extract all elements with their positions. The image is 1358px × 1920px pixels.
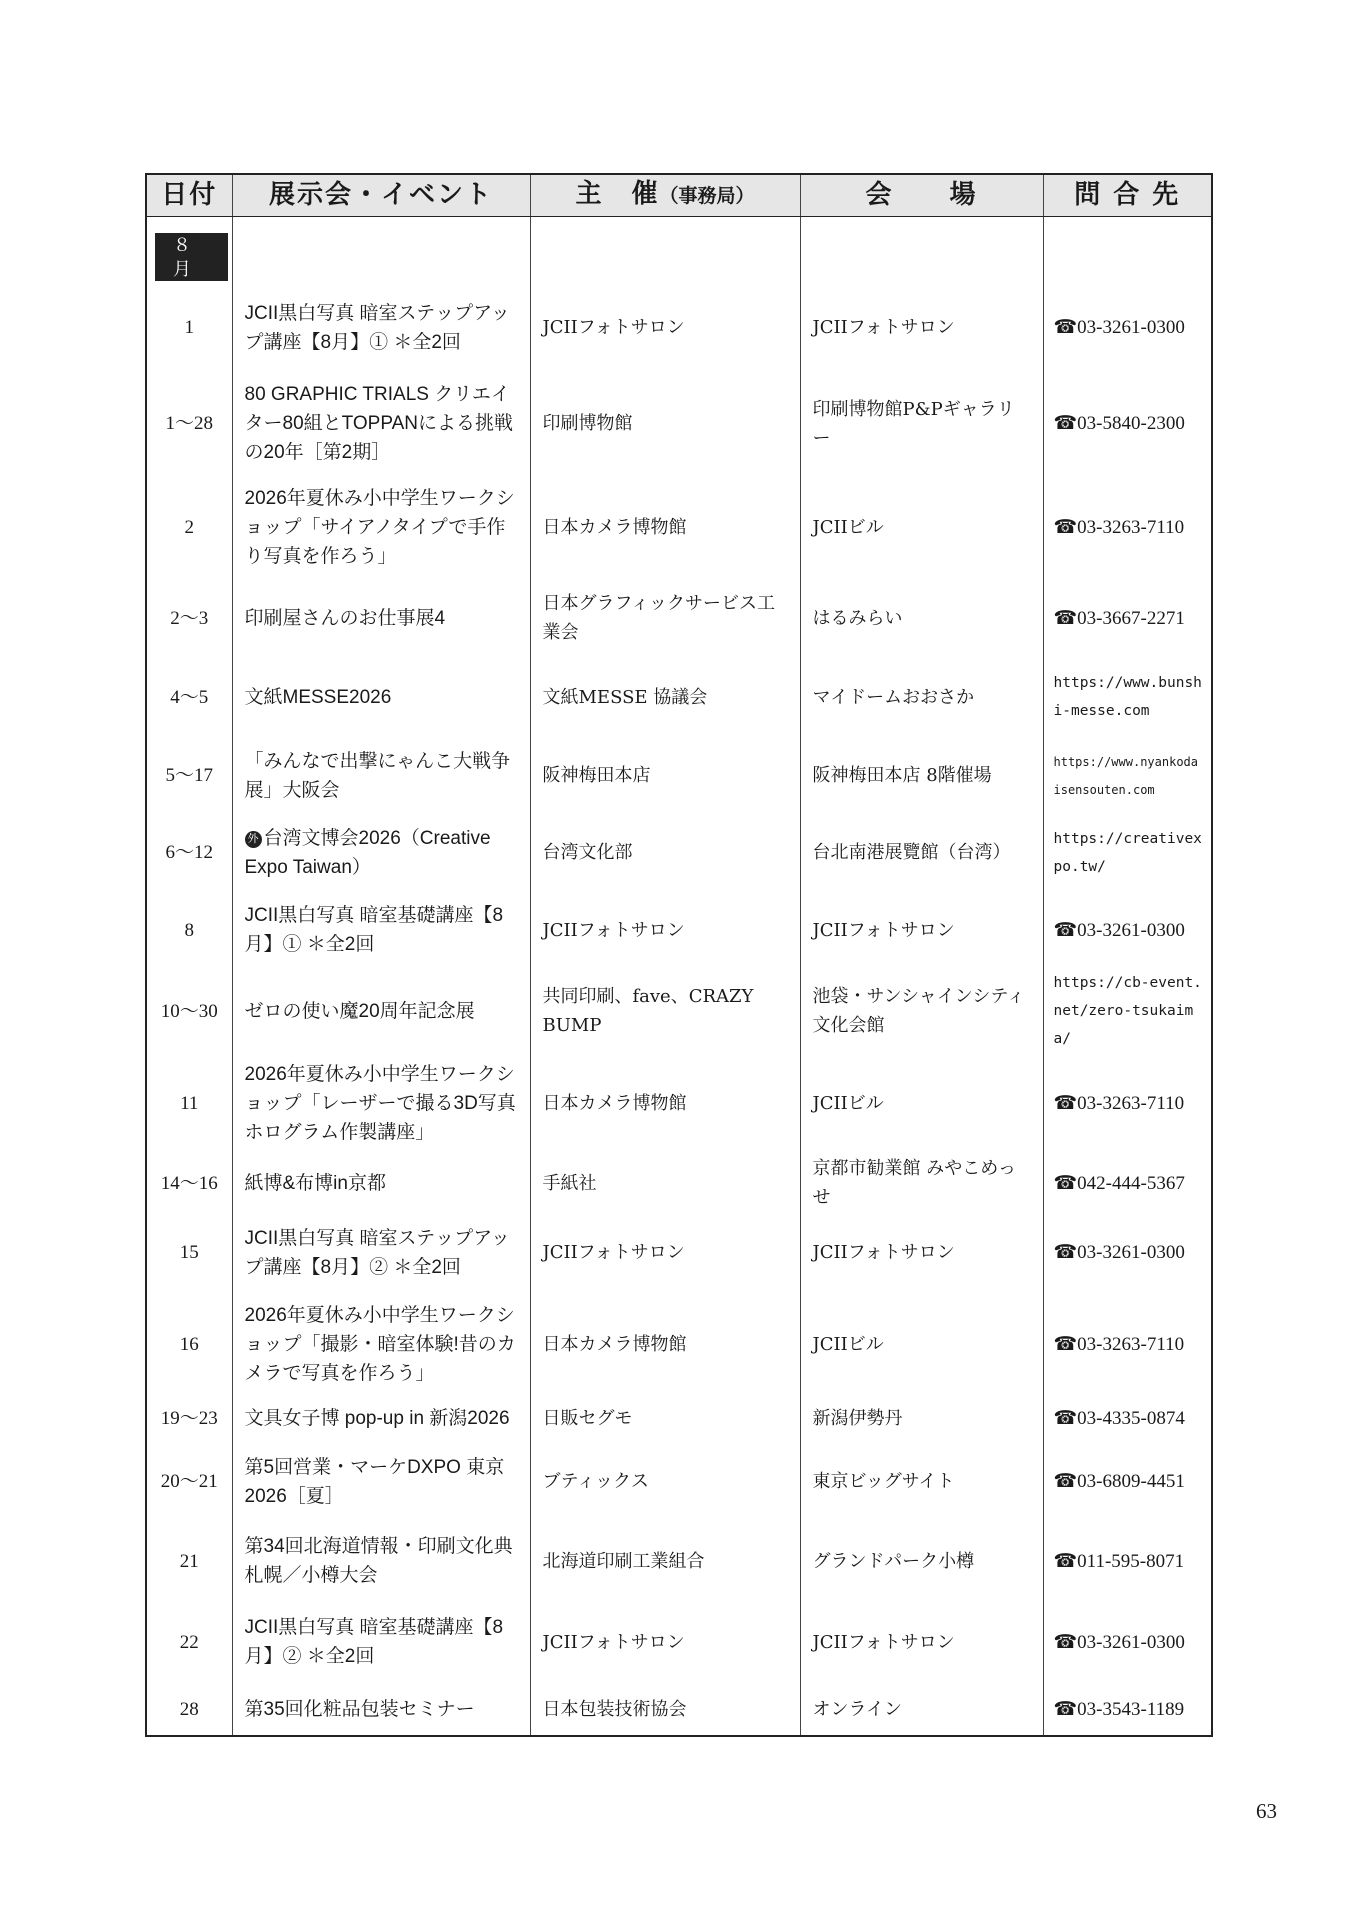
venue-cell: 阪神梅田本店 8階催場: [800, 737, 1043, 814]
organizer-cell: 北海道印刷工業組合: [530, 1521, 800, 1601]
header-row: [146, 174, 1212, 217]
event-cell: [232, 737, 530, 814]
date-cell: 11: [146, 1053, 232, 1154]
contact-phone: ☎03-3263-7110: [1043, 1053, 1212, 1154]
date-cell: 2: [146, 476, 232, 579]
date-cell: 4～5: [146, 657, 232, 737]
date-cell: 28: [146, 1683, 232, 1736]
table-row: [146, 814, 1212, 891]
event-name: 第34回北海道情報・印刷文化典 札幌／小樽大会: [244, 1536, 513, 1586]
table-row: [146, 1293, 1212, 1395]
header-venue: 会 場: [800, 174, 1043, 217]
venue-cell: JCIIフォトサロン: [800, 891, 1043, 969]
month-empty-cell: [232, 217, 530, 285]
header-date: 日付: [146, 174, 232, 217]
event-cell: [232, 1395, 530, 1442]
organizer-cell: 日販セグモ: [530, 1395, 800, 1442]
organizer-cell: 日本カメラ博物館: [530, 1293, 800, 1395]
organizer-cell: JCIIフォトサロン: [530, 891, 800, 969]
table-row: [146, 969, 1212, 1053]
event-cell: [232, 657, 530, 737]
venue-cell: 池袋・サンシャインシティ文化会館: [800, 969, 1043, 1053]
venue-cell: マイドームおおさか: [800, 657, 1043, 737]
event-schedule-table: [145, 173, 1213, 1737]
event-name: 文紙MESSE2026: [244, 686, 392, 708]
organizer-cell: JCIIフォトサロン: [530, 1601, 800, 1683]
contact-phone: ☎03-3261-0300: [1043, 891, 1212, 969]
contact-url: https://www.nyankodaisensouten.com: [1043, 737, 1212, 814]
contact-phone: ☎03-3261-0300: [1043, 1212, 1212, 1293]
date-cell: 1: [146, 284, 232, 371]
event-cell: [232, 1521, 530, 1601]
contact-phone: ☎03-3667-2271: [1043, 579, 1212, 657]
organizer-cell: 共同印刷、fave、CRAZY BUMP: [530, 969, 800, 1053]
date-cell: 10～30: [146, 969, 232, 1053]
month-empty-cell: [800, 217, 1043, 285]
venue-cell: 京都市勧業館 みやこめっせ: [800, 1154, 1043, 1212]
event-name: 2026年夏休み小中学生ワークショップ「撮影・暗室体験!昔のカメラで写真を作ろう」: [244, 1304, 516, 1384]
event-cell: [232, 1683, 530, 1736]
table-row: [146, 371, 1212, 476]
organizer-cell: 阪神梅田本店: [530, 737, 800, 814]
event-name: JCII黒白写真 暗室基礎講座【8月】② ＊全2回: [244, 1617, 504, 1667]
date-cell: 22: [146, 1601, 232, 1683]
month-empty-cell: [1043, 217, 1212, 285]
event-name: 80 GRAPHIC TRIALS クリエイター80組とTOPPANによる挑戦の20年［第2期］: [244, 384, 514, 463]
event-name: 第5回営業・マーケDXPO 東京2026［夏］: [244, 1456, 505, 1507]
date-cell: 2～3: [146, 579, 232, 657]
header-organizer-label: 主 催: [575, 179, 660, 209]
event-cell: [232, 579, 530, 657]
table-row: [146, 1212, 1212, 1293]
venue-cell: 東京ビッグサイト: [800, 1442, 1043, 1521]
organizer-cell: 日本カメラ博物館: [530, 476, 800, 579]
date-cell: 14～16: [146, 1154, 232, 1212]
event-name: 印刷屋さんのお仕事展4: [244, 607, 446, 629]
event-cell: [232, 1053, 530, 1154]
event-name: 2026年夏休み小中学生ワークショップ「レーザーで撮る3D写真 ホログラム作製講座」: [244, 1064, 516, 1143]
event-name: 台湾文博会2026（Creative Expo Taiwan）: [244, 827, 491, 878]
date-cell: 8: [146, 891, 232, 969]
organizer-cell: 台湾文化部: [530, 814, 800, 891]
event-name: JCII黒白写真 暗室基礎講座【8月】① ＊全2回: [244, 905, 504, 955]
table-row: [146, 1601, 1212, 1683]
event-name: 文具女子博 pop-up in 新潟2026: [244, 1408, 510, 1429]
event-name: 「みんなで出撃にゃんこ大戦争展」大阪会: [244, 750, 511, 801]
contact-phone: ☎03-5840-2300: [1043, 371, 1212, 476]
organizer-cell: ブティックス: [530, 1442, 800, 1521]
event-cell: [232, 1442, 530, 1521]
contact-phone: ☎042-444-5367: [1043, 1154, 1212, 1212]
venue-cell: 印刷博物館P&Pギャラリー: [800, 371, 1043, 476]
venue-cell: JCIIビル: [800, 476, 1043, 579]
table-row: [146, 284, 1212, 371]
table-row: [146, 657, 1212, 737]
event-cell: [232, 891, 530, 969]
table-row: [146, 1053, 1212, 1154]
contact-phone: ☎03-3261-0300: [1043, 284, 1212, 371]
event-name: 第35回化粧品包装セミナー: [244, 1698, 475, 1720]
contact-phone: ☎03-3261-0300: [1043, 1601, 1212, 1683]
contact-url: https://cb-event.net/zero-tsukaima/: [1043, 969, 1212, 1053]
venue-cell: JCIIフォトサロン: [800, 284, 1043, 371]
event-cell: [232, 969, 530, 1053]
event-name: JCII黒白写真 暗室ステップアップ講座【8月】① ＊全2回: [244, 302, 510, 353]
event-cell: [232, 476, 530, 579]
contact-phone: ☎03-4335-0874: [1043, 1395, 1212, 1442]
venue-cell: JCIIフォトサロン: [800, 1601, 1043, 1683]
header-organizer-sub: （事務局）: [659, 185, 755, 207]
date-cell: 6～12: [146, 814, 232, 891]
venue-cell: 台北南港展覽館（台湾）: [800, 814, 1043, 891]
header-event: 展示会・イベント: [232, 174, 530, 217]
organizer-cell: 手紙社: [530, 1154, 800, 1212]
event-name: ゼロの使い魔20周年記念展: [244, 1000, 475, 1022]
date-cell: 21: [146, 1521, 232, 1601]
event-name: 紙博&布博in京都: [244, 1172, 386, 1194]
venue-cell: はるみらい: [800, 579, 1043, 657]
month-badge: ８月: [155, 233, 228, 281]
event-cell: [232, 371, 530, 476]
table-row: [146, 1683, 1212, 1736]
organizer-cell: JCIIフォトサロン: [530, 1212, 800, 1293]
organizer-cell: 日本グラフィックサービス工業会: [530, 579, 800, 657]
header-organizer: [530, 174, 800, 217]
venue-cell: オンライン: [800, 1683, 1043, 1736]
table-row: [146, 476, 1212, 579]
event-name: JCII黒白写真 暗室ステップアップ講座【8月】② ＊全2回: [244, 1227, 510, 1278]
event-cell: [232, 814, 530, 891]
table-row: [146, 1154, 1212, 1212]
venue-cell: グランドパーク小樽: [800, 1521, 1043, 1601]
date-cell: 19～23: [146, 1395, 232, 1442]
contact-phone: ☎03-3263-7110: [1043, 1293, 1212, 1395]
date-cell: 1～28: [146, 371, 232, 476]
event-cell: [232, 1212, 530, 1293]
venue-cell: 新潟伊勢丹: [800, 1395, 1043, 1442]
header-contact: 問 合 先: [1043, 174, 1212, 217]
organizer-cell: 文紙MESSE 協議会: [530, 657, 800, 737]
event-cell: [232, 1293, 530, 1395]
overseas-mark-icon: 外: [245, 831, 262, 848]
date-cell: 16: [146, 1293, 232, 1395]
event-cell: [232, 1154, 530, 1212]
date-cell: 20～21: [146, 1442, 232, 1521]
table-row: [146, 579, 1212, 657]
table-row: [146, 1395, 1212, 1442]
contact-url: https://creativexpo.tw/: [1043, 814, 1212, 891]
event-cell: [232, 284, 530, 371]
event-name: 2026年夏休み小中学生ワークショップ「サイアノタイプで手作り写真を作ろう」: [244, 488, 515, 567]
venue-cell: JCIIフォトサロン: [800, 1212, 1043, 1293]
table-row: [146, 891, 1212, 969]
organizer-cell: 印刷博物館: [530, 371, 800, 476]
page-number: 63: [1256, 1799, 1277, 1823]
contact-phone: ☎03-6809-4451: [1043, 1442, 1212, 1521]
organizer-cell: JCIIフォトサロン: [530, 284, 800, 371]
month-empty-cell: [530, 217, 800, 285]
contact-url: https://www.bunshi-messe.com: [1043, 657, 1212, 737]
date-cell: 5～17: [146, 737, 232, 814]
table-row: [146, 1521, 1212, 1601]
contact-phone: ☎011-595-8071: [1043, 1521, 1212, 1601]
date-cell: 15: [146, 1212, 232, 1293]
event-cell: [232, 1601, 530, 1683]
venue-cell: JCIIビル: [800, 1293, 1043, 1395]
month-row: [146, 217, 1212, 285]
table-row: [146, 1442, 1212, 1521]
venue-cell: JCIIビル: [800, 1053, 1043, 1154]
table-row: [146, 737, 1212, 814]
organizer-cell: 日本包装技術協会: [530, 1683, 800, 1736]
contact-phone: ☎03-3543-1189: [1043, 1683, 1212, 1736]
contact-phone: ☎03-3263-7110: [1043, 476, 1212, 579]
month-cell: [146, 217, 232, 285]
organizer-cell: 日本カメラ博物館: [530, 1053, 800, 1154]
